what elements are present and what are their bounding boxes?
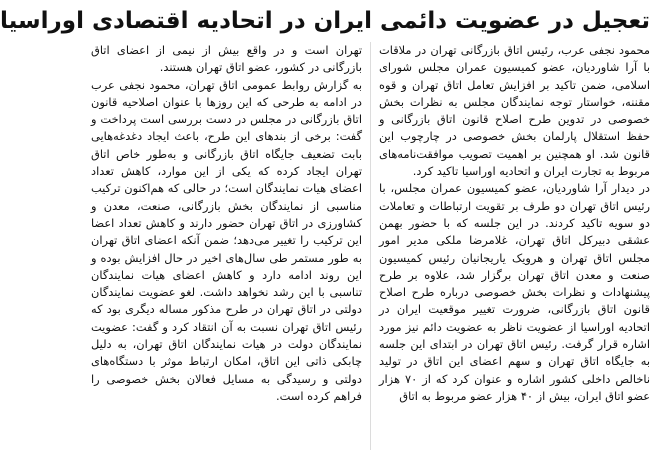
article-paragraph: به گزارش روابط عمومی اتاق تهران، محمود نجفی عرب در ادامه به طرحی که این روزها با عنوان اصلاحیه قانون اتاق بازرگانی در مجلس در دست بررسی است پرداخت و گفت: برخی از بندهای این طرح، باعث ایجاد دغدغه‌هایی بابت تضعیف جایگاه اتاق بازرگانی و به‌طور خاص اتاق تهران ایجاد کرده که یکی از این موارد، کاهش تعداد اعضای هیات نمایندگان است؛ در حالی که هم‌اکنون ترکیب مناسبی از نمایندگان بخش بازرگانی، صنعت، معدن و کشاورزی در اتاق تهران حضور دارند و کاهش تعداد اعضا این ترکیب را تغییر می‌دهد؛ ضمن آنکه اعضای اتاق تهران به طور مستمر طی سال‌های اخیر در حال افزایش بوده و این روند ادامه دارد و کاهش اعضای هیات نمایندگان تناسبی با این رشد نخواهد داشت. لغو عضویت نمایندگان دولتی در اتاق تهران در طرح مذکور مساله دیگری بود که رئیس اتاق تهران نسبت به آن انتقاد کرد و گفت: عضویت نمایندگان دولت در هیات نمایندگان اتاق تهران، به دلیل چابکی ذاتی این اتاق، امکان ارتباط موثر با دستگاه‌های دولتی و رسیدگی به مسایل فعالان بخش خصوصی را فراهم کرده است. bbox=[91, 77, 362, 403]
article-paragraph: در دیدار آرا شاوردیان، عضو کمیسیون عمران مجلس، با رئیس اتاق تهران دو طرف بر تقویت ارتباطات و تعاملات دو سویه تاکید کردند. در این جلسه که با حضور بهمن عشقی دبیرکل اتاق تهران، غلامرضا ملکی مدیر امور مجلس اتاق تهران و هرویک یاریجانیان رئیس کمیسیون صنعت و معدن اتاق تهران برگزار شد، علاوه بر طرح پیشنهادات و نظرات بخش خصوصی درباره طرح اصلاح قانون اتاق بازرگانی، ضرورت تغییر موقعیت ایران در اتحادیه اوراسیا از عضویت ناظر به عضویت دائم نیز مورد اشاره قرار گرفت. رئیس اتاق تهران در ابتدای این جلسه به جایگاه اتاق تهران و سهم اعضای این اتاق در تولید ناخالص داخلی کشور اشاره و عنوان کرد که از ۷۰ هزار عضو اتاق ایران، بیش از ۴۰ هزار عضو مربوط به اتاق bbox=[379, 181, 650, 403]
article-column-right bbox=[379, 42, 650, 450]
article-column-left bbox=[91, 42, 362, 450]
article-paragraph: تهران است و در واقع بیش از نیمی از اعضای اتاق بازرگانی در کشور، عضو اتاق تهران هستند. bbox=[91, 43, 362, 75]
column-divider bbox=[370, 42, 371, 450]
article-paragraph: محمود نجفی عرب، رئیس اتاق بازرگانی تهران در ملاقات با آرا شاوردیان، عضو کمیسیون عمران مجلس شورای اسلامی، ضمن تاکید بر افزایش تعامل اتاق تهران و قوه مقننه، خواستار توجه نمایندگان مجلس به نظرات بخش خصوصی در تدوین طرح اصلاح قانون اتاق بازرگانی و حفظ استقلال پارلمان بخش خصوصی در چارچوب این قانون شد. او همچنین بر اهمیت تصویب موافقت‌نامه‌های مربوط به تجارت ایران و اتحادیه اوراسیا تاکید کرد. bbox=[379, 43, 650, 179]
article-headline: تعجیل در عضویت دائمی ایران در اتحادیه اقتصادی اوراسیا bbox=[0, 8, 650, 34]
article-columns bbox=[91, 42, 650, 450]
